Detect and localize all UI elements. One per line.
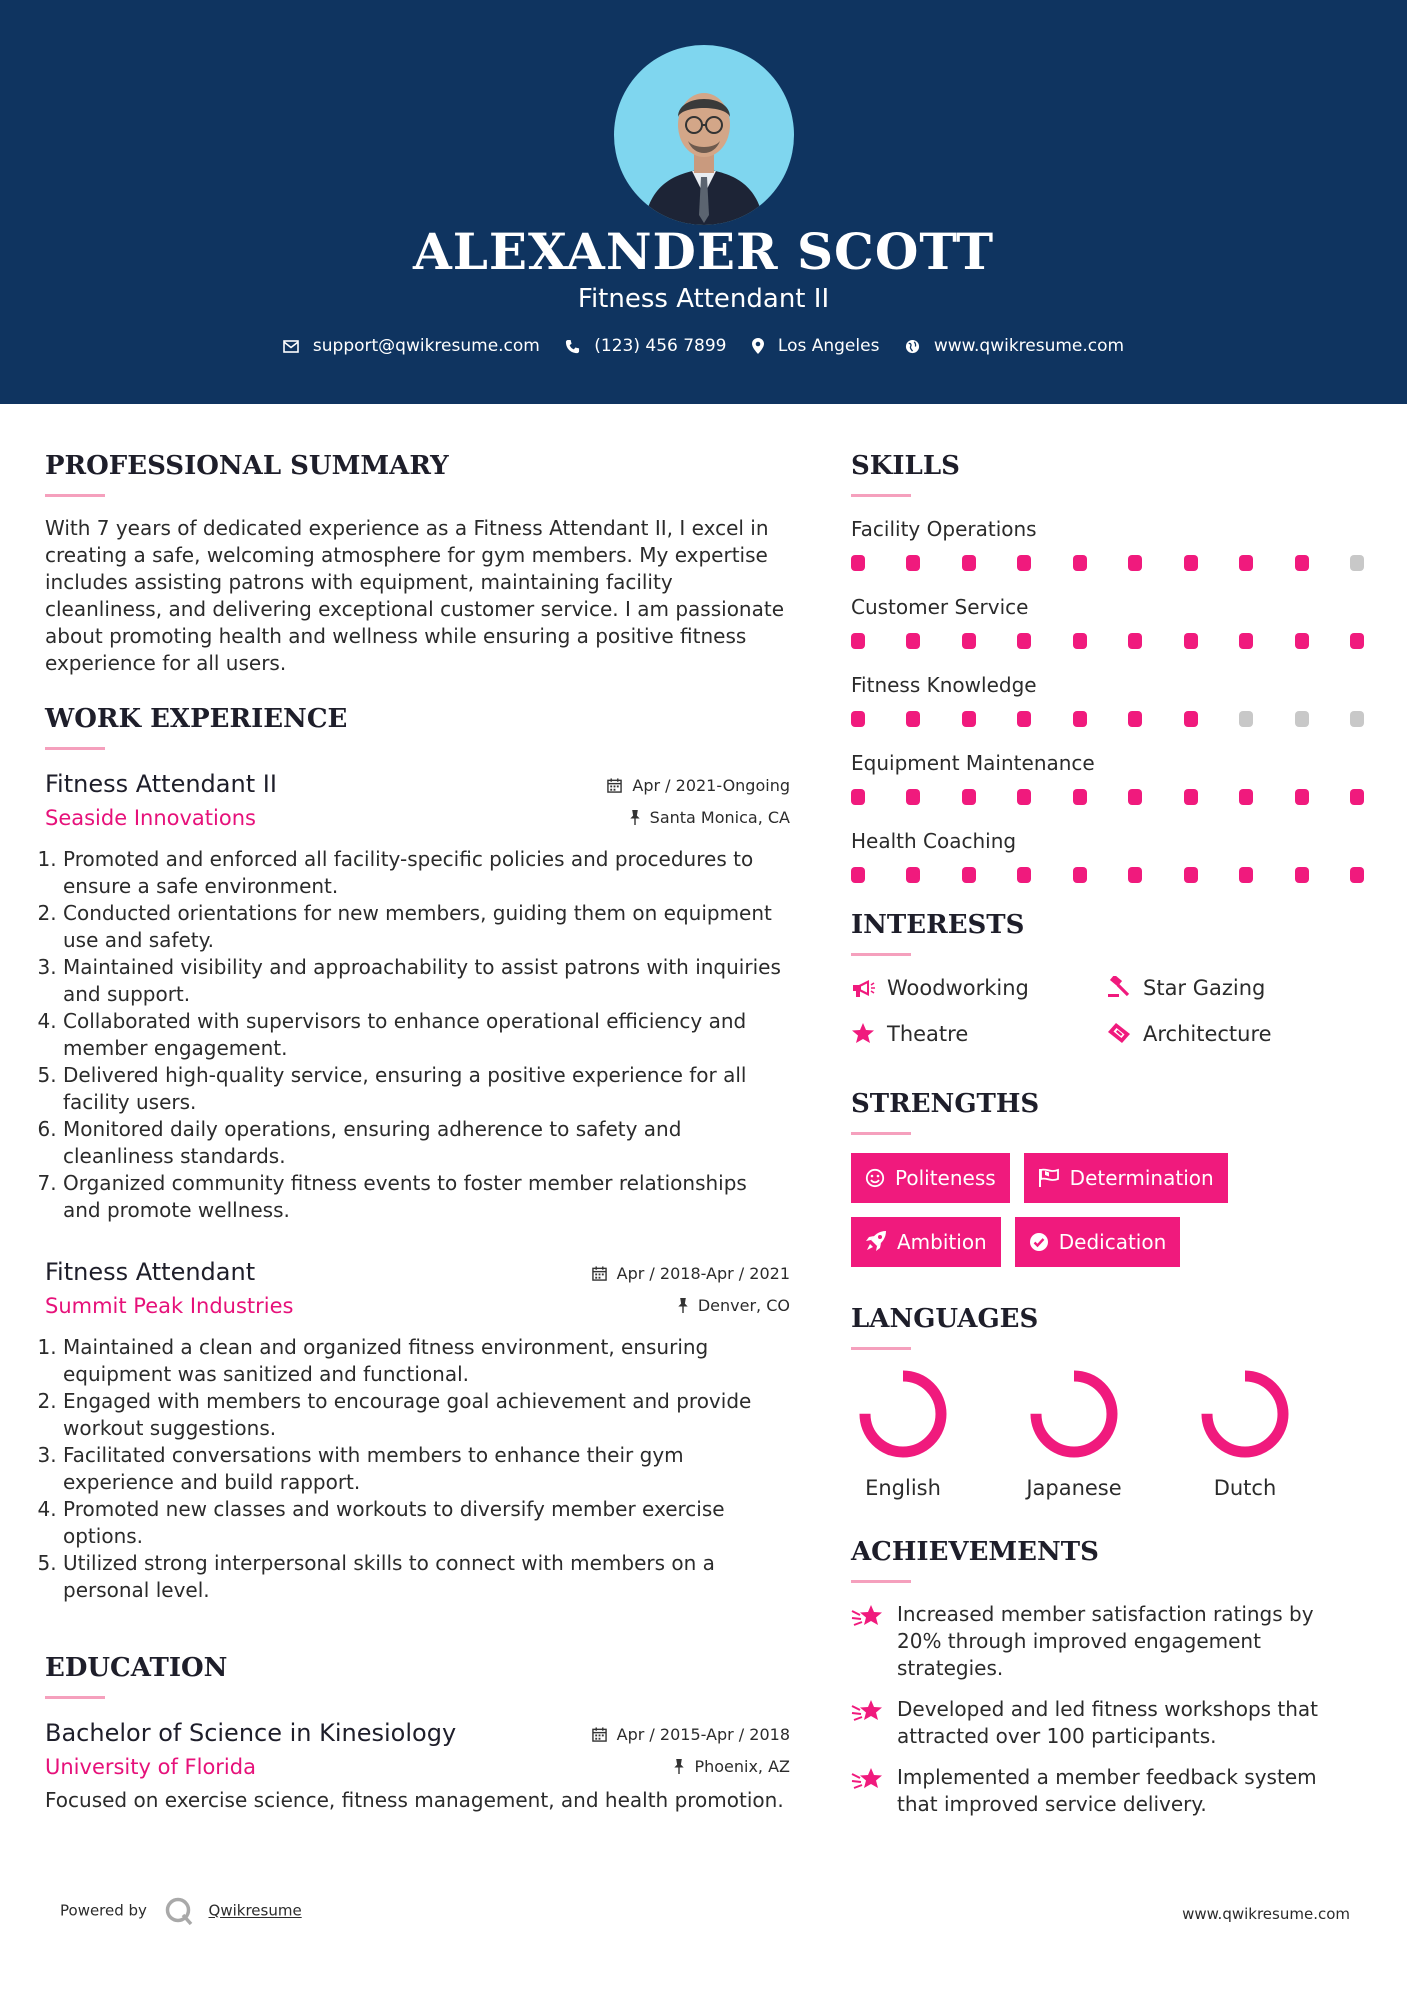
rating-dot-filled	[1128, 633, 1142, 649]
section-heading: SKILLS	[851, 451, 960, 481]
achievement-item	[851, 1696, 1371, 1750]
check-circle-icon	[1029, 1232, 1049, 1252]
rating-dot-filled	[1295, 555, 1309, 571]
summary-text: With 7 years of dedicated experience as a Fitness Attendant II, I excel in creating a safe, welcoming atmosphere for gym members. My expertise includes assisting patrons with equipment, maintaining facility cleanliness, and delivering exceptional customer service. I am passionate about promoting health and wellness while ensuring a positive fitness experience for all users.	[45, 516, 785, 675]
rating-dot-filled	[1073, 555, 1087, 571]
job-title: Fitness Attendant	[45, 1258, 256, 1286]
strength-label: Dedication	[1058, 1230, 1167, 1254]
interest-item	[851, 974, 1107, 1002]
rating-dot-filled	[1184, 633, 1198, 649]
achievements-section	[851, 1534, 1371, 1818]
strength-label: Determination	[1069, 1166, 1214, 1190]
language-progress-arc	[865, 1376, 941, 1452]
strengths-list	[851, 1153, 1371, 1267]
achievement-text: Developed and led fitness workshops that attracted over 100 participants.	[897, 1697, 1319, 1748]
language-label: Japanese	[1026, 1476, 1122, 1500]
flag-icon	[1038, 1168, 1060, 1188]
rating-dot-filled	[1350, 789, 1364, 805]
rating-dot-filled	[1128, 867, 1142, 883]
section-divider	[851, 1580, 911, 1583]
rating-dot-filled	[1239, 633, 1253, 649]
rating-dot-filled	[1017, 867, 1031, 883]
profile-photo	[614, 45, 794, 225]
interest-item	[851, 1020, 1107, 1048]
section-divider	[851, 494, 911, 497]
summary-section	[45, 448, 790, 677]
rating-dot-filled	[962, 555, 976, 571]
achievement-item	[851, 1601, 1371, 1682]
rating-dot-empty	[1239, 711, 1253, 727]
section-heading: EDUCATION	[45, 1653, 228, 1683]
languages-section	[851, 1301, 1371, 1500]
rating-dot-filled	[1350, 633, 1364, 649]
list-item: 3. Maintained visibility and approachability to assist patrons with inquiries and support.	[63, 954, 790, 1008]
list-item: 1. Promoted and enforced all facility-specific policies and procedures to ensure a safe environment.	[63, 846, 790, 900]
language-progress-ring	[1199, 1368, 1291, 1460]
job-bullets	[45, 1334, 790, 1604]
phone-icon	[565, 339, 580, 354]
section-heading: INTERESTS	[851, 910, 1025, 940]
section-heading: STRENGTHS	[851, 1089, 1040, 1119]
list-item: 6. Monitored daily operations, ensuring adherence to safety and cleanliness standards.	[63, 1116, 790, 1170]
list-item: 5. Delivered high-quality service, ensuring a positive experience for all facility users.	[63, 1062, 790, 1116]
achievements-list	[851, 1601, 1371, 1818]
rating-dot-empty	[1350, 711, 1364, 727]
language-label: English	[865, 1476, 941, 1500]
candidate-name: ALEXANDER SCOTT	[412, 222, 995, 281]
rating-dot-filled	[1073, 789, 1087, 805]
footer-website-link[interactable]: www.qwikresume.com	[1182, 1905, 1350, 1923]
skill-rating	[851, 555, 1364, 571]
strength-chip	[851, 1153, 1010, 1203]
interests-section	[851, 907, 1371, 1048]
achievement-text: Increased member satisfaction ratings by 20% through improved engagement strategies.	[897, 1602, 1314, 1680]
section-divider	[851, 1132, 911, 1135]
rating-dot-filled	[1128, 789, 1142, 805]
skill-label: Facility Operations	[851, 517, 1037, 541]
job-entry	[45, 768, 790, 1224]
rating-dot-filled	[1239, 867, 1253, 883]
rating-dot-filled	[1184, 789, 1198, 805]
resume-header	[0, 0, 1407, 404]
rating-dot-filled	[1350, 867, 1364, 883]
pushpin-icon	[678, 1298, 688, 1313]
contact-location	[752, 336, 880, 356]
interest-label: Theatre	[887, 1022, 969, 1046]
job-bullets	[45, 846, 790, 1224]
job-date-text: Apr / 2021-Ongoing	[632, 776, 790, 795]
globe-icon	[905, 339, 920, 354]
skill-rating	[851, 633, 1364, 649]
contact-location-text: Los Angeles	[777, 336, 880, 356]
strength-label: Politeness	[895, 1166, 996, 1190]
rating-dot-filled	[906, 867, 920, 883]
right-column	[851, 448, 1371, 1832]
pushpin-icon	[674, 1759, 684, 1774]
rating-dot-filled	[851, 711, 865, 727]
list-item: 4. Collaborated with supervisors to enhance operational efficiency and member engagement.	[63, 1008, 790, 1062]
contact-website[interactable]	[905, 336, 1124, 356]
skill-rating	[851, 711, 1364, 727]
rating-dot-filled	[1295, 789, 1309, 805]
skill-label: Fitness Knowledge	[851, 673, 1037, 697]
language-progress-arc	[1036, 1376, 1112, 1452]
rocket-icon	[865, 1230, 887, 1252]
person-portrait-icon	[614, 45, 794, 225]
education-date-text: Apr / 2015-Apr / 2018	[616, 1725, 790, 1744]
list-item: 3. Facilitated conversations with members to enhance their gym experience and build rapport.	[63, 1442, 790, 1496]
language-item	[1193, 1368, 1364, 1500]
list-item: 5. Utilized strong interpersonal skills to connect with members on a personal level.	[63, 1550, 790, 1604]
rating-dot-filled	[1128, 711, 1142, 727]
job-title: Fitness Attendant II	[45, 770, 277, 798]
job-entry	[45, 1256, 790, 1604]
skill-label: Customer Service	[851, 595, 1029, 619]
job-location-text: Denver, CO	[697, 1296, 790, 1315]
interest-label: Woodworking	[887, 976, 1029, 1000]
megaphone-icon	[851, 978, 875, 998]
rating-dot-empty	[1350, 555, 1364, 571]
skills-section	[851, 448, 1371, 883]
map-pin-icon	[752, 338, 764, 354]
language-item	[851, 1368, 1022, 1500]
pushpin-icon	[630, 810, 640, 825]
school-name: University of Florida	[45, 1755, 256, 1779]
rating-dot-filled	[1017, 633, 1031, 649]
list-item: 2. Conducted orientations for new members, guiding them on equipment use and safety.	[63, 900, 790, 954]
rating-dot-filled	[962, 867, 976, 883]
section-heading: LANGUAGES	[851, 1304, 1039, 1334]
rating-dot-filled	[1017, 555, 1031, 571]
rating-dot-filled	[851, 789, 865, 805]
language-progress-ring	[857, 1368, 949, 1460]
rating-dot-filled	[1017, 789, 1031, 805]
job-location-text: Santa Monica, CA	[649, 808, 790, 827]
rating-dot-filled	[1128, 555, 1142, 571]
ticket-icon	[1107, 1022, 1131, 1044]
calendar-icon	[592, 1727, 607, 1742]
section-divider	[851, 1347, 911, 1350]
strengths-section	[851, 1086, 1371, 1267]
language-progress-ring	[1028, 1368, 1120, 1460]
rating-dot-filled	[1184, 711, 1198, 727]
calendar-icon	[607, 778, 622, 793]
skill-label: Equipment Maintenance	[851, 751, 1095, 775]
languages-list	[851, 1368, 1371, 1500]
rating-dot-filled	[1295, 867, 1309, 883]
shooting-star-icon	[851, 1603, 883, 1629]
rating-dot-filled	[1073, 711, 1087, 727]
interests-list	[851, 974, 1371, 1048]
section-divider	[851, 953, 911, 956]
achievement-item	[851, 1764, 1371, 1818]
section-divider	[45, 1696, 105, 1699]
rating-dot-filled	[1073, 867, 1087, 883]
skill-label: Health Coaching	[851, 829, 1017, 853]
job-company: Summit Peak Industries	[45, 1294, 294, 1318]
contact-email-text: support@qwikresume.com	[312, 336, 540, 356]
strength-chip	[851, 1217, 1001, 1267]
candidate-title: Fitness Attendant II	[577, 284, 830, 314]
education-date	[592, 1725, 790, 1744]
experience-section	[45, 701, 790, 1604]
achievement-text: Implemented a member feedback system that improved service delivery.	[897, 1765, 1317, 1816]
degree-title: Bachelor of Science in Kinesiology	[45, 1719, 457, 1747]
list-item: 7. Organized community fitness events to foster member relationships and promote wellness.	[63, 1170, 790, 1224]
shooting-star-icon	[851, 1766, 883, 1792]
rating-dot-filled	[1073, 633, 1087, 649]
job-company: Seaside Innovations	[45, 806, 256, 830]
section-heading: PROFESSIONAL SUMMARY	[45, 451, 449, 481]
gavel-icon	[1107, 976, 1131, 998]
language-progress-arc	[1207, 1376, 1283, 1452]
rating-dot-filled	[1239, 555, 1253, 571]
footer-powered-by	[60, 1896, 302, 1926]
rating-dot-filled	[906, 633, 920, 649]
skills-list	[851, 515, 1371, 883]
section-heading: ACHIEVEMENTS	[851, 1537, 1099, 1567]
qwikresume-logo-icon	[164, 1896, 194, 1926]
skill-rating	[851, 789, 1364, 805]
rating-dot-filled	[906, 789, 920, 805]
rating-dot-filled	[1184, 867, 1198, 883]
language-item	[1022, 1368, 1193, 1500]
strength-chip	[1024, 1153, 1228, 1203]
list-item: 2. Engaged with members to encourage goal achievement and provide workout suggestions.	[63, 1388, 790, 1442]
rating-dot-filled	[962, 711, 976, 727]
job-date-text: Apr / 2018-Apr / 2021	[616, 1264, 790, 1283]
section-divider	[45, 747, 105, 750]
rating-dot-empty	[1295, 711, 1309, 727]
rating-dot-filled	[1295, 633, 1309, 649]
education-location	[674, 1757, 790, 1776]
envelope-icon	[283, 340, 299, 353]
calendar-icon	[592, 1266, 607, 1281]
rating-dot-filled	[906, 555, 920, 571]
contact-phone-text: (123) 456 7899	[594, 336, 727, 356]
powered-by-label: Powered by	[60, 1901, 147, 1920]
rating-dot-filled	[851, 867, 865, 883]
contact-bar	[0, 336, 1407, 356]
job-location	[678, 1296, 790, 1315]
rating-dot-filled	[906, 711, 920, 727]
job-date	[607, 776, 790, 795]
section-divider	[45, 494, 105, 497]
rating-dot-filled	[962, 633, 976, 649]
education-location-text: Phoenix, AZ	[694, 1757, 790, 1776]
contact-website-text: www.qwikresume.com	[933, 336, 1125, 356]
interest-label: Star Gazing	[1143, 976, 1266, 1000]
job-date	[592, 1264, 790, 1283]
rating-dot-filled	[1017, 711, 1031, 727]
interest-label: Architecture	[1143, 1022, 1272, 1046]
section-heading: WORK EXPERIENCE	[45, 704, 348, 734]
smile-icon	[865, 1168, 885, 1188]
strength-chip	[1015, 1217, 1181, 1267]
list-item: 4. Promoted new classes and workouts to diversify member exercise options.	[63, 1496, 790, 1550]
rating-dot-filled	[851, 633, 865, 649]
interest-item	[1107, 974, 1363, 1002]
rating-dot-filled	[962, 789, 976, 805]
contact-phone[interactable]	[565, 336, 726, 356]
contact-email[interactable]	[283, 336, 540, 356]
rating-dot-filled	[851, 555, 865, 571]
language-label: Dutch	[1213, 1476, 1277, 1500]
education-entry	[45, 1717, 790, 1814]
brand-link[interactable]: Qwikresume	[208, 1901, 302, 1920]
rating-dot-filled	[1184, 555, 1198, 571]
education-section	[45, 1650, 790, 1814]
shooting-star-icon	[851, 1698, 883, 1724]
list-item: 1. Maintained a clean and organized fitness environment, ensuring equipment was sanitized and functional.	[63, 1334, 790, 1388]
star-icon	[851, 1022, 875, 1044]
skill-rating	[851, 867, 1364, 883]
strength-label: Ambition	[897, 1230, 987, 1254]
job-location	[630, 808, 790, 827]
interest-item	[1107, 1020, 1363, 1048]
education-description: Focused on exercise science, fitness management, and health promotion.	[45, 1788, 784, 1812]
rating-dot-filled	[1239, 789, 1253, 805]
left-column	[45, 448, 790, 1814]
